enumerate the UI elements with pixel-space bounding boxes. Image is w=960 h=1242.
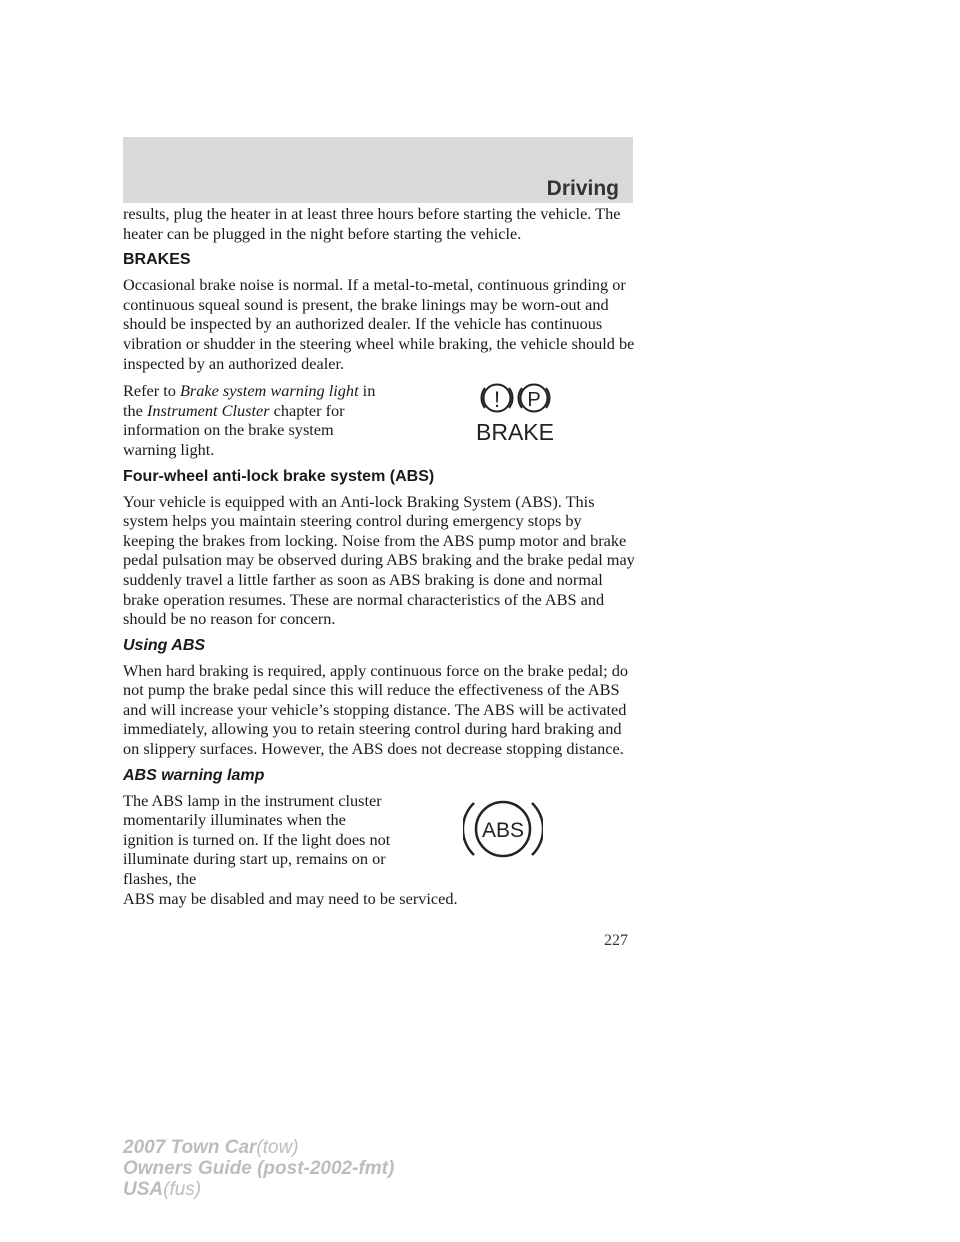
brake-icon-p: P (527, 389, 541, 412)
abs-icon-label: ABS (481, 818, 525, 842)
brake-warning-light-ref: Brake system warning light (179, 381, 359, 401)
brakes-heading: BRAKES (123, 251, 191, 269)
brake-icon-word: BRAKE (476, 419, 554, 444)
using-abs-heading: Using ABS (123, 636, 206, 654)
page-number: 227 (604, 932, 628, 949)
brake-warning-icon (465, 381, 561, 443)
instrument-cluster-ref: Instrument Cluster (146, 400, 270, 420)
abs-warning-icon (463, 793, 543, 865)
using-abs-paragraph: When hard braking is required, apply continuous force on the brake pedal; do not pump the brake pedal since this will reduce the effectiveness of the ABS and will increase your vehicle’s stopping distance. The ABS will be activated immediately, allowing you to retain steering control during hard braking and on slippery surfaces. However, the ABS does not decrease stopping distance. (123, 660, 629, 759)
page-content (123, 204, 635, 908)
section-title: Driving (546, 177, 619, 200)
abs-warning-lamp-heading: ABS warning lamp (123, 766, 265, 784)
abs-lamp-section (123, 791, 635, 909)
brakes-paragraph: Occasional brake noise is normal. If a metal-to-metal, continuous grinding or continuous squeal sound is present, the brake linings may be worn-out and should be inspected by an authorized dealer. If the vehicle has continuous vibration or shudder in the steering wheel while braking, the vehicle should be inspected by an authorized dealer. (123, 275, 635, 373)
brake-icon-exclaim: ! (493, 387, 501, 413)
abs-paragraph: Your vehicle is equipped with an Anti-lock Braking System (ABS). This system helps you maintain steering control during emergency stops by keeping the brakes from locking. Noise from the ABS pump motor and brake pedal pulsation may be observed during ABS braking and the brake pedal may suddenly travel a little farther as soon as ABS braking is done and normal brake operation resumes. These are normal characteristics of the ABS and should be no reason for concern. (123, 491, 635, 629)
section-header-band (123, 137, 633, 203)
abs-lamp-paragraph: The ABS lamp in the instrument cluster momentarily illuminates when the ignition is turned on. If the light does not illuminate during start up, remains on or flashes, the (123, 790, 391, 889)
brake-reference-paragraph: Refer to Brake system warning light in the Instrument Cluster chapter for information on the brake system warning light. (123, 381, 376, 459)
intro-paragraph: results, plug the heater in at least three hours before starting the vehicle. The heater can be plugged in the night before starting the vehicle. (123, 204, 621, 243)
document-footer: 2007 Town Car(tow) Owners Guide (post-2002-fmt) USA(fus) (123, 1137, 395, 1200)
abs-lamp-paragraph-tail: ABS may be disabled and may need to be serviced. (123, 888, 458, 908)
abs-heading: Four-wheel anti-lock brake system (ABS) (123, 467, 435, 485)
brake-light-reference (123, 381, 635, 467)
